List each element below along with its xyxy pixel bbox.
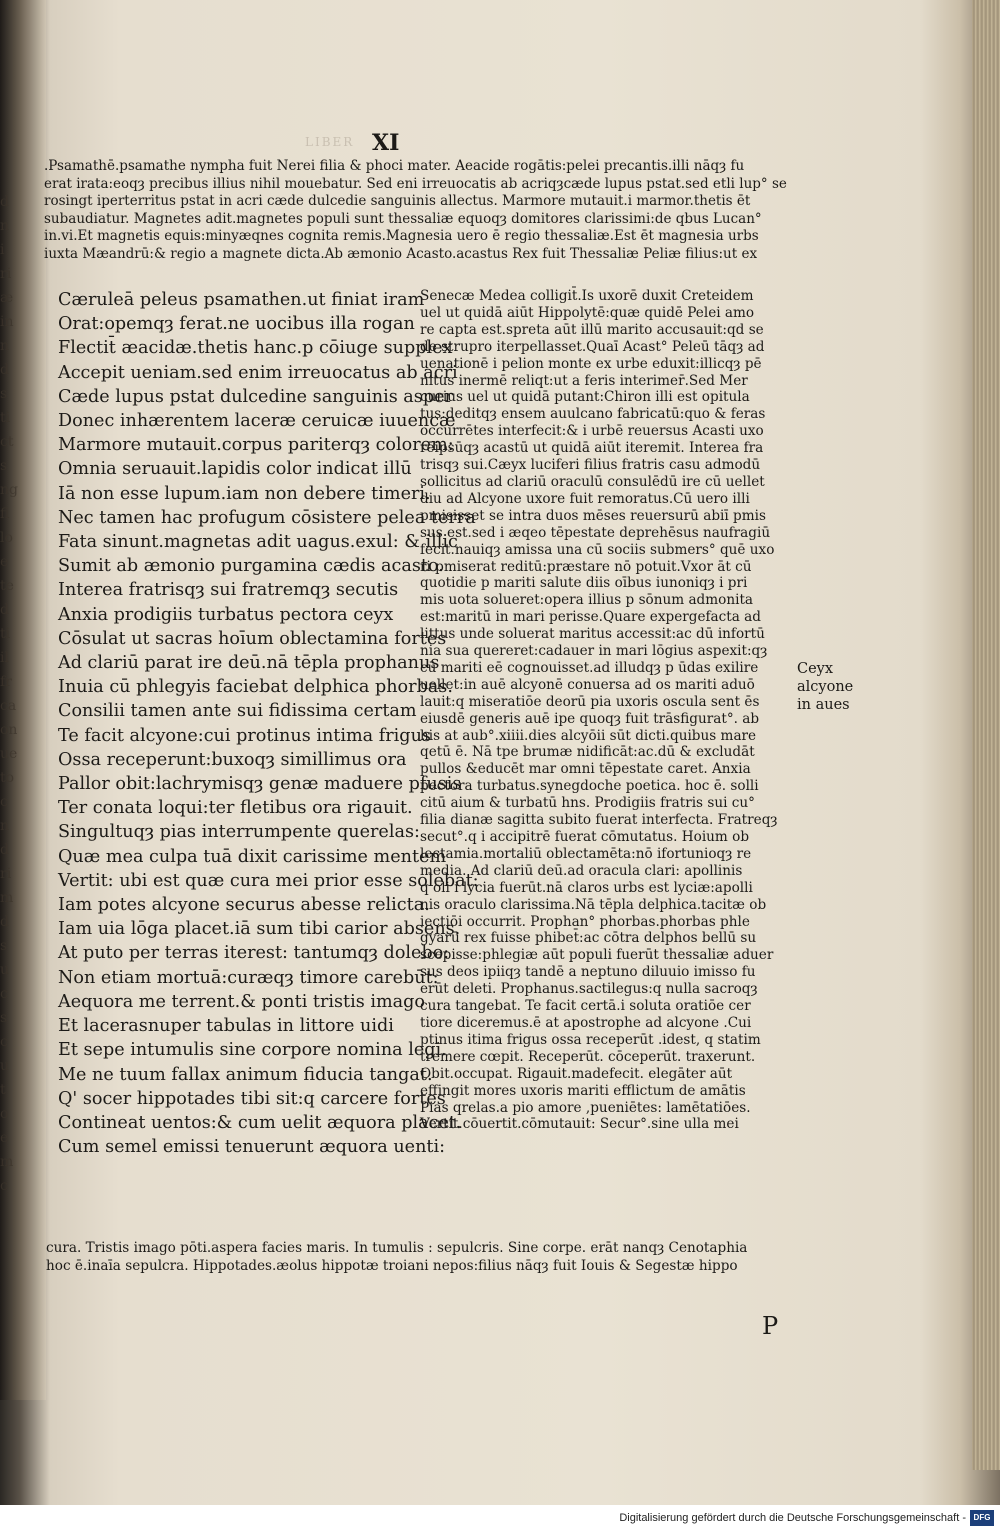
bleed-fragment: in [0,314,14,330]
gloss-line: citū aium & turbatū hns. Prodigiis fratris sui cu° [420,795,755,812]
commentary-bottom-block [46,1240,816,1275]
gloss-line: occurrētes interfecit:& i urbē reuersus Acasti uxo [420,423,764,440]
gloss-line: sollicitus ad clariū oraculū consulēdū ire cū uellet [420,473,765,490]
gloss-line: pullos &educēt mar omni tēpestate caret. Anxia [420,761,751,778]
gloss-line: erūt deleti. Prophanus.sactilegus:q nulla sacroqȝ [420,981,758,998]
gloss-line: pmisisset se intra duos mēses reuersurū abiī pmis [420,507,766,524]
bleed-fragment: to [0,770,15,786]
gloss-line: Obit.occupat. Rigauit.madefecit. elegāter aūt [420,1065,733,1082]
bleed-fragment: e [0,1130,9,1146]
verse-line: Cum semel emissi tenuerunt æquora uenti: [58,1137,446,1158]
bleed-fragment: ct [0,434,14,450]
bleed-fragment: d [0,602,9,618]
bleed-fragment: d [0,842,9,858]
verse-line: Sumit ab æmonio purgamina cædis acasto. [58,556,444,577]
gloss-line: lauit:q miseratiōe deorū pia uxoris oscula sent ēs [420,693,760,710]
gloss-line: tus:deditqȝ ensem auulcano fabricatū:quo & feras [420,406,766,423]
bleed-fragment: fr [0,674,12,690]
bleed-fragment: c [0,794,8,810]
gloss-line: nitus inermē reliqt:ut a feris interimer̄.Sed Mer [420,372,748,389]
verse-line: Ter conata loqui:ter fletibus ora rigauit. [58,798,413,819]
verse-line: Non etiam mortuā:curæqȝ timore carebūt: [58,967,439,988]
bleed-fragment: n [0,338,10,354]
gloss-line: tremere cœpit. Receperūt. cōceperūt. traxerunt. [420,1048,756,1065]
commentary-line: .Psamathē.psamathe nympha fuit Nerei filia & phoci mater. Aeacide rogātis:pelei precantis.illi nāqȝ fu [44,158,745,174]
digitization-credit: Digitalisierung gefördert durch die Deutsche Forschungsgemeinschaft - [619,1512,966,1524]
verse-line: Iam uia lōga placet.iā sum tibi carior absens. [58,919,461,940]
bleed-fragment: ue [0,746,18,762]
gloss-line: Vertit.cōuertit.cōmutauit: Secur°.sine ulla mei [420,1116,739,1133]
verse-line: Marmore mutauit.corpus pariterqȝ colorem: [58,435,454,456]
folio-number: XI [372,130,400,156]
gloss-line: Senecæ Medea colligit̄.Is uxorē duxit Creteidem [420,288,754,304]
gloss-line: trisqȝ sui.Cæyx luciferi filius fratris casu admodū [420,457,761,474]
commentary-line: iuxta Mæandrū:& regio a magnete dicta.Ab æmonio Acasto.acastus Rex fuit Thessaliæ Peliæ filius:ut ex [44,245,758,262]
gloss-line: media. Ad clariū deū.ad oracula clari: apollinis [420,862,743,879]
verse-line: Consilii tamen ante sui fidissima certam [58,701,417,722]
signature-mark: P [762,1312,779,1340]
verse-line: Fata sinunt.magnetas adit uagus.exul: & illic [58,532,458,553]
gloss-line: effingit mores uxoris mariti efflictum de amātis [420,1082,746,1099]
verse-line: Pallor obit:lachrymisqȝ genæ maduere pfusis [58,774,462,795]
gloss-line: qetū ē. Nā tpe brumæ nidificāt:ac.dū & excludāt [420,744,755,761]
marginal-note-line: Ceyx [797,661,834,677]
gloss-line: ri pmiserat reditū:præstare nō potuit.Vxor āt cū [420,558,752,575]
bleed-fragment: lo [0,530,13,546]
verse-line: Accepit ueniam.sed enim irreuocatus ab acri [58,362,458,383]
bleed-fragment: m [0,1154,14,1170]
gloss-line: filia dianæ sagitta subito fuerat interfecta. Fratreqȝ [420,812,778,829]
verse-line: Me ne tuum fallax animum fiducia tangat. [58,1064,433,1085]
verse-line: Nec tamen hac profugum cōsistere pelea terra [58,507,476,528]
verse-line: Vertit: ubi est quæ cura mei prior esse solebat: [58,870,479,891]
bleed-fragment: ri [0,266,12,282]
gloss-line: fecit.nauiqȝ amissa una cū sociis submers° quē uxo [420,541,775,558]
verse-line: Cōsulat ut sacras hoīum oblectamina fortes [58,628,447,649]
bleed-fragment: c [0,1034,8,1050]
bleed-fragment: ng [0,482,18,498]
gloss-line: littus unde soluerat maritus accessit:ac dū infortū [420,626,765,643]
verse-line: Ad clariū parat ire deū.nā tēpla prophanus [58,653,440,674]
marginal-note [797,660,867,714]
facing-page-bleed [0,190,32,1190]
commentary-line: hoc ē.inaīa sepulcra. Hippotades.æolus hippotæ troiani nepos:filius nāqȝ fuit Iouis & Segestæ hippo [46,1257,738,1274]
gloss-line: curius uel ut quidā putant:Chiron illi est opitula [420,389,750,406]
gloss-line: nia sua quereret:cadauer in mari lōgius aspexit:qȝ [420,643,768,660]
gloss-line: q oli i lycia fuerūt.nā claros urbs est lyciæ:apolli [420,879,753,896]
bleed-fragment: ti [0,410,11,426]
bleed-fragment: t [0,1082,6,1098]
poem-verse-column [58,288,479,1159]
commentary-line: cura. Tristis imago pōti.aspera facies maris. In tumulis : sepulcris. Sine corpe. erāt nanqȝ Cenotaphia [46,1240,748,1256]
bleed-fragment: s [0,938,8,954]
gloss-line: nis oraculo clarissima.Nā tēpla delphica.tacitæ ob [420,896,767,913]
gloss-line: eiusdē generis auē ipe quoqȝ fuit trāsfigurat°. ab [420,710,760,727]
verse-line: Ossa receperunt:buxoqȝ simillimus ora [58,749,407,770]
verse-line: Quæ mea culpa tuā dixit carissime mentem [58,846,447,867]
commentary-top-block [44,158,789,263]
bleed-fragment: u [0,1058,10,1074]
gloss-line: sus est.sed i æqeo tēpestate deprehēsus naufragiū [420,524,771,541]
bleed-fragment: e [0,554,9,570]
bleed-fragment: d [0,194,9,210]
verse-line: Donec inhærentem laceræ ceruicæ iuuencæ [58,411,456,432]
bleed-fragment: s [0,1010,8,1026]
bleed-fragment: i [0,242,5,258]
bleed-fragment: n [0,218,10,234]
gloss-line: scepisse:phlegiæ aūt populi fuerūt thessaliæ aduer [420,947,774,964]
book-fore-edge [972,0,1000,1470]
bleed-fragment: te [0,578,14,594]
gloss-line: gyarū rex fuisse phibet̄:ac cōtra delphos bellū su [420,930,757,947]
bleed-fragment: fi [0,506,10,522]
verse-line: At puto per terras iterest: tantumqȝ dolebo: [58,943,450,964]
gloss-line: uellet:in auē alcyonē conuersa ad os mariti aduō [420,676,755,693]
commentary-line: erat irata:eoqȝ precibus illius nihil mouebatur. Sed eni irreuocatis ab acriqȝcæde lupus pstat.sed etli lup° se [44,175,787,192]
gloss-line: est:maritū in mari perisse.Quare expergefacta ad [420,609,761,626]
running-head-ghost: LIBER [305,135,355,149]
bleed-fragment: o [0,1106,9,1122]
commentary-line: rosingt iperterritus pstat in acri cæde dulcedie sanguinis allectus. Marmore mutauit.i marmor.thetis ēt [44,193,751,209]
bleed-fragment: ri [0,866,12,882]
bleed-fragment: c [0,986,8,1002]
verse-line: Et sepe intumulis sine corpore nomina legi. [58,1040,447,1061]
gloss-line: sus deos ipiiqȝ tandē a neptuno diluuio imisso fu [420,964,756,981]
bleed-fragment: s [0,386,8,402]
verse-line: Omnia seruauit.lapidis color indicat illū [58,459,412,480]
gloss-line: lectamia.mortaliū oblectamēta:nō ifortunioqȝ re [420,845,752,862]
gloss-line: tiore diceremus.ē at apostrophe ad alcyone .Cui [420,1014,752,1031]
commentary-line: in.vi.Et magnetis equis:minyæqnes cognita remis.Magnesia uero ē regio thessaliæ.Est ēt magnesia urbs [44,228,759,244]
bleed-fragment: æ [0,290,14,306]
bleed-fragment: ti [0,626,11,642]
bleed-fragment: d [0,362,9,378]
verse-line: Orat:opemqȝ ferat.ne uocibus illa rogan [58,314,415,335]
commentary-line: subaudiatur. Magnetes adit.magnetes populi sunt thessaliæ equoqȝ domitores clarissimi:de qbus Lucan° [44,210,762,227]
gloss-line: uenationē i pelion monte ex urbe eduxit:illicqȝ pē [420,355,762,372]
verse-line: Flectit̄ æacidæ.thetis hanc.p cōiuge supplex [58,338,453,359]
verse-line: Anxia prodigiis turbatus pectora ceyx [58,604,394,625]
bleed-fragment: s [0,458,8,474]
verse-line: Iā non esse lupum.iam non debere timeri. [58,483,431,504]
verse-line: Interea fratrisqȝ sui fratremqȝ secutis [58,580,399,601]
marginal-note-line: alcyone [797,679,854,695]
gloss-line: ptinus itima frigus ossa receperūt .idest, q statim [420,1031,761,1048]
bleed-fragment: m [0,890,14,906]
gloss-line: mis uota solueret:opera illius p sōnum admonita [420,592,754,609]
verse-line: Te facit alcyone:cui protinus intima frigus [58,725,431,746]
verse-line: Cæde lupus pstat dulcedine sanguinis asper [58,386,453,407]
bleed-fragment: u [0,962,10,978]
gloss-line: diu ad Alcyone uxore fuit remoratus.Cū uero illi [420,490,750,507]
gloss-line: Pias qrelas.a pio amore ,pueniētes: lamētatiōes. [420,1099,751,1116]
verse-line: Singultuqȝ pias interrumpente querelas: [58,822,420,843]
verse-line: Cæruleā peleus psamathen.ut finiat iram [58,290,425,310]
gloss-commentary-column [420,288,788,1133]
bleed-fragment: ca [0,698,17,714]
bleed-fragment: c [0,1178,8,1190]
gloss-line: de strupro iterpellasset.Quaī Acast° Peleū tāqȝ ad [420,338,765,355]
verse-line: Contineat uentos:& cum uelit æquora placet. [58,1112,462,1133]
verse-line: Et lacerasnuper tabulas in littore uidi [58,1016,394,1037]
gloss-line: uel ut quidā aiūt Hippolytē:quæ quidē Pelei amo [420,304,755,321]
gloss-line: secut°.q i accipitrē fuerat cōmutatus. Hoium ob [420,829,750,845]
gloss-line: iectiōi occurrit. Prophan° phorbas.phorbas phle [420,913,750,930]
bleed-fragment: il [0,650,9,666]
verse-line: Aequora me terrent.& ponti tristis imago [58,991,426,1012]
bleed-fragment: n [0,818,10,834]
gloss-line: his at aub°.xiiii.dies alcyōii sūt dicti.quibus mare [420,727,757,744]
gloss-line: cū mariti eē cognouisset.ad illudqȝ p ūdas exilire [420,659,759,676]
bleed-fragment: d [0,914,9,930]
verse-line: Iam potes alcyone securus abesse relicta. [58,895,430,916]
gloss-line: re capta est.spreta aūt illū marito accusauit:qd se [420,321,764,338]
marginal-note-line: in aues [797,697,850,713]
gloss-line: rēipsūqȝ acastū ut quidā aiūt iteremit. Interea fra [420,440,764,457]
verse-line: Q' socer hippotades tibi sit:q carcere fortes [58,1088,446,1109]
gloss-line: pectora turbatus.synegdoche poetica. hoc ē. solli [420,778,759,795]
dfg-logo: DFG [970,1510,994,1526]
gloss-line: quotidie p mariti salute diis oībus iunoniqȝ i pri [420,575,748,592]
verse-line: Inuia cū phlegyis faciebat delphica phorbas. [58,677,453,698]
bleed-fragment: on [0,722,18,738]
gloss-line: cura tangebat. Te facit certā.i soluta oratiōe cer [420,998,751,1015]
